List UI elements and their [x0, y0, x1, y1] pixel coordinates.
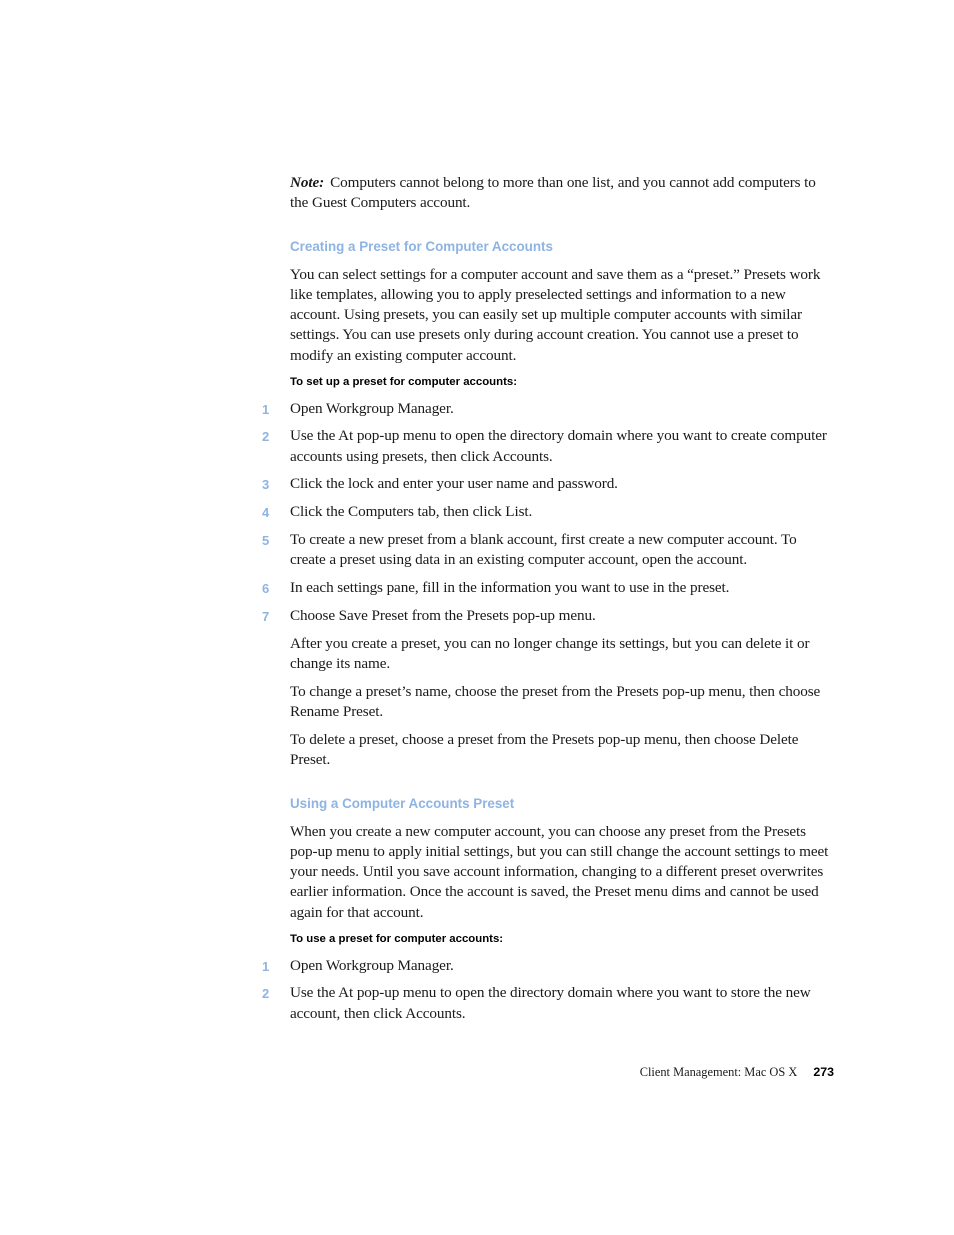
delete-preset-paragraph: To delete a preset, choose a preset from the Presets pop-up menu, then choose Delete Preset.	[290, 730, 799, 769]
after-paragraph: After you create a preset, you can no longer change its settings, but you can delete it or change its name.	[290, 634, 810, 673]
rename-preset-paragraph: To change a preset’s name, choose the preset from the Presets pop-up menu, then choose Rename Preset.	[290, 682, 821, 721]
step-item	[262, 502, 834, 522]
step-number: 2	[262, 429, 270, 445]
step-text: Click the lock and enter your user name and password.	[290, 475, 618, 493]
step-text: In each settings pane, fill in the information you want to use in the preset.	[290, 579, 730, 597]
step-item	[262, 606, 834, 626]
step-item	[262, 426, 834, 467]
step-item	[262, 399, 834, 419]
section-heading-creating-preset: Creating a Preset for Computer Accounts	[290, 238, 553, 254]
section2-intro: When you create a new computer account, you can choose any preset from the Presets pop-up menu to apply initial settings, but you can still change the account settings to meet your needs. Until you save account information, changing to a different preset overwrites earlier information. Once the account is saved, the Preset menu dims and cannot be used again for that account.	[290, 822, 829, 921]
step-number: 1	[262, 401, 270, 417]
use-preset-steps	[262, 956, 834, 1024]
step-number: 4	[262, 505, 270, 521]
page-content	[262, 173, 834, 1031]
step-text: Open Workgroup Manager.	[290, 399, 454, 417]
step-text: Use the At pop-up menu to open the directory domain where you want to store the new account, then click Accounts.	[290, 984, 811, 1022]
page-number: 273	[813, 1065, 834, 1079]
note-label: Note:	[290, 174, 325, 191]
section-heading-using-preset: Using a Computer Accounts Preset	[290, 795, 515, 811]
section1-intro: You can select settings for a computer account and save them as a “preset.” Presets work like templates, allowing you to apply preselected settings and information to a new account. Using presets, you can easily set up multiple computer accounts with similar settings. You can use presets only during account creation. You cannot use a preset to modify an existing computer account.	[290, 265, 821, 364]
step-text: Use the At pop-up menu to open the directory domain where you want to create computer accounts using presets, then click Accounts.	[290, 427, 827, 465]
step-text: Click the Computers tab, then click List.	[290, 503, 533, 521]
step-item	[262, 578, 834, 598]
step-text: To create a new preset from a blank account, first create a new computer account. To create a preset using data in an existing computer account, open the account.	[290, 531, 797, 569]
task-title-setup-preset: To set up a preset for computer accounts:	[290, 375, 518, 388]
step-number: 1	[262, 958, 270, 974]
note-text: Computers cannot belong to more than one list, and you cannot add computers to the Guest Computers account.	[290, 174, 816, 212]
step-text: Open Workgroup Manager.	[290, 956, 454, 974]
step-item	[262, 983, 834, 1024]
note-paragraph	[290, 173, 834, 214]
step-number: 6	[262, 581, 270, 597]
task-title-use-preset: To use a preset for computer accounts:	[290, 932, 504, 945]
step-number: 7	[262, 608, 270, 624]
step-item	[262, 530, 834, 571]
page-footer	[640, 1064, 834, 1080]
step-number: 5	[262, 533, 270, 549]
step-number: 2	[262, 986, 270, 1002]
footer-title: Client Management: Mac OS X	[639, 1065, 798, 1079]
step-item	[262, 956, 834, 976]
setup-preset-steps	[262, 399, 834, 627]
step-item	[262, 474, 834, 494]
step-text: Choose Save Preset from the Presets pop-up menu.	[290, 606, 596, 624]
step-number: 3	[262, 477, 270, 493]
